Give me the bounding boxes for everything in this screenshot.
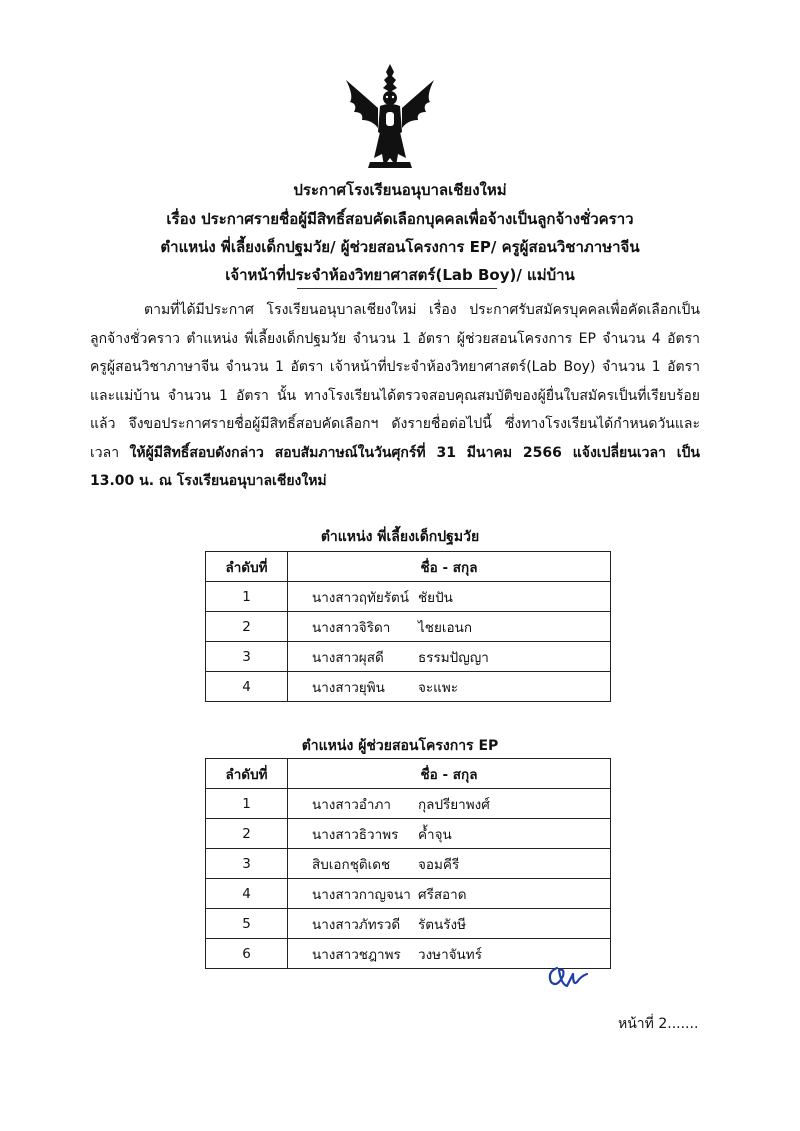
last-name: จะแพะ xyxy=(418,679,459,696)
candidate-name xyxy=(288,909,611,939)
signature-mark xyxy=(543,958,593,994)
last-name: จอมคีรี xyxy=(418,856,460,873)
table1-title: ตำแหน่ง พี่เลี้ยงเด็กปฐมวัย xyxy=(320,529,480,545)
row-number: 5 xyxy=(206,909,288,939)
last-name: ธรรมปัญญา xyxy=(418,649,489,666)
row-number: 2 xyxy=(206,612,288,642)
last-name: ไชยเอนก xyxy=(418,619,472,636)
row-number: 6 xyxy=(206,939,288,969)
candidate-name xyxy=(288,612,611,642)
announcement-subject: เรื่อง ประกาศรายชื่อผู้มีสิทธิ์สอบคัดเลือกบุคคลเพื่อจ้างเป็นลูกจ้างชั่วคราว xyxy=(166,210,634,228)
interview-schedule-text: ให้ผู้มีสิทธิ์สอบดังกล่าว สอบสัมภาษณ์ในวันศุกร์ที่ 31 มีนาคม 2566 แจ้งเปลี่ยนเวลา เป็น 13.00 น. ณ โรงเรียนอนุบาลเชียงใหม่ xyxy=(90,444,701,489)
column-header-name: ชื่อ - สกุล xyxy=(288,552,611,582)
table-header-row xyxy=(206,759,611,789)
first-name: นางสาวจิริดา xyxy=(312,619,391,636)
first-name: นางสาวผุสดี xyxy=(312,649,384,666)
body-paragraph xyxy=(90,296,700,496)
candidate-name xyxy=(288,819,611,849)
column-header-name: ชื่อ - สกุล xyxy=(288,759,611,789)
first-name: สิบเอกชุติเดช xyxy=(312,856,391,873)
last-name: กุลปรียาพงศ์ xyxy=(418,796,490,813)
table-row xyxy=(206,612,611,642)
last-name: ศรีสอาด xyxy=(418,886,467,903)
table-header-row xyxy=(206,552,611,582)
first-name: นางสาวอำภา xyxy=(312,796,391,813)
row-number: 2 xyxy=(206,819,288,849)
table-row xyxy=(206,849,611,879)
announcement-positions: ตำแหน่ง พี่เลี้ยงเด็กปฐมวัย/ ผู้ช่วยสอนโครงการ EP/ ครูผู้สอนวิชาภาษาจีน xyxy=(160,238,640,256)
nanny-candidates-table xyxy=(205,551,611,702)
row-number: 3 xyxy=(206,642,288,672)
announcement-title: ประกาศโรงเรียนอนุบาลเชียงใหม่ xyxy=(293,181,507,199)
first-name: นางสาวธิวาพร xyxy=(312,826,399,843)
table-row xyxy=(206,672,611,702)
candidate-name xyxy=(288,582,611,612)
table-row xyxy=(206,909,611,939)
last-name: ค้ำจุน xyxy=(418,826,452,843)
first-name: นางสาวฤทัยรัตน์ xyxy=(312,589,410,606)
last-name: รัตนรังษี xyxy=(418,916,466,933)
candidate-name xyxy=(288,672,611,702)
last-name: วงษาจันทร์ xyxy=(418,946,482,963)
row-number: 1 xyxy=(206,582,288,612)
column-header-order: ลำดับที่ xyxy=(206,552,288,582)
candidate-name xyxy=(288,789,611,819)
row-number: 4 xyxy=(206,879,288,909)
last-name: ชัยปัน xyxy=(418,589,453,606)
table-row xyxy=(206,879,611,909)
first-name: นางสาวยุพิน xyxy=(312,679,385,696)
table-row xyxy=(206,582,611,612)
row-number: 1 xyxy=(206,789,288,819)
first-name: นางสาวกาญจนา xyxy=(312,886,411,903)
table-row xyxy=(206,642,611,672)
table2-title: ตำแหน่ง ผู้ช่วยสอนโครงการ EP xyxy=(301,738,499,754)
table-row xyxy=(206,819,611,849)
page-number: หน้าที่ 2....... xyxy=(618,1016,699,1032)
row-number: 3 xyxy=(206,849,288,879)
row-number: 4 xyxy=(206,672,288,702)
column-header-order: ลำดับที่ xyxy=(206,759,288,789)
candidate-name xyxy=(288,642,611,672)
announcement-positions-cont: เจ้าหน้าที่ประจำห้องวิทยาศาสตร์(Lab Boy)/ แม่บ้าน xyxy=(225,266,575,284)
candidate-name xyxy=(288,879,611,909)
ep-assistant-candidates-table xyxy=(205,758,611,969)
first-name: นางสาวภัทรวดี xyxy=(312,916,401,933)
title-divider xyxy=(297,288,497,289)
garuda-emblem-icon xyxy=(340,62,440,172)
first-name: นางสาวชฎาพร xyxy=(312,946,401,963)
candidate-name xyxy=(288,849,611,879)
body-text: ตามที่ได้มีประกาศ โรงเรียนอนุบาลเชียงใหม่ เรื่อง ประกาศรับสมัครบุคคลเพื่อคัดเลือกเป็นลูกจ้างชั่วคราว ตำแหน่ง พี่เลี้ยงเด็กปฐมวัย จำนวน 1 อัตรา ผู้ช่วยสอนโครงการ EP จำนวน 4 อัตรา ครูผู้สอนวิชาภาษาจีน จำนวน 1 อัตรา เจ้าหน้าที่ประจำห้องวิทยาศาสตร์(Lab Boy) จำนวน 1 อัตรา และแม่บ้าน จำนวน 1 อัตรา นั้น ทางโรงเรียนได้ตรวจสอบคุณสมบัติของผู้ยื่นใบสมัครเป็นที่เรียบร้อยแล้ว จึงขอประกาศรายชื่อผู้มีสิทธิ์สอบคัดเลือกฯ ดังรายชื่อต่อไปนี้ ซึ่งทางโรงเรียนได้กำหนดวันและเวลา xyxy=(90,302,700,461)
table-row xyxy=(206,789,611,819)
